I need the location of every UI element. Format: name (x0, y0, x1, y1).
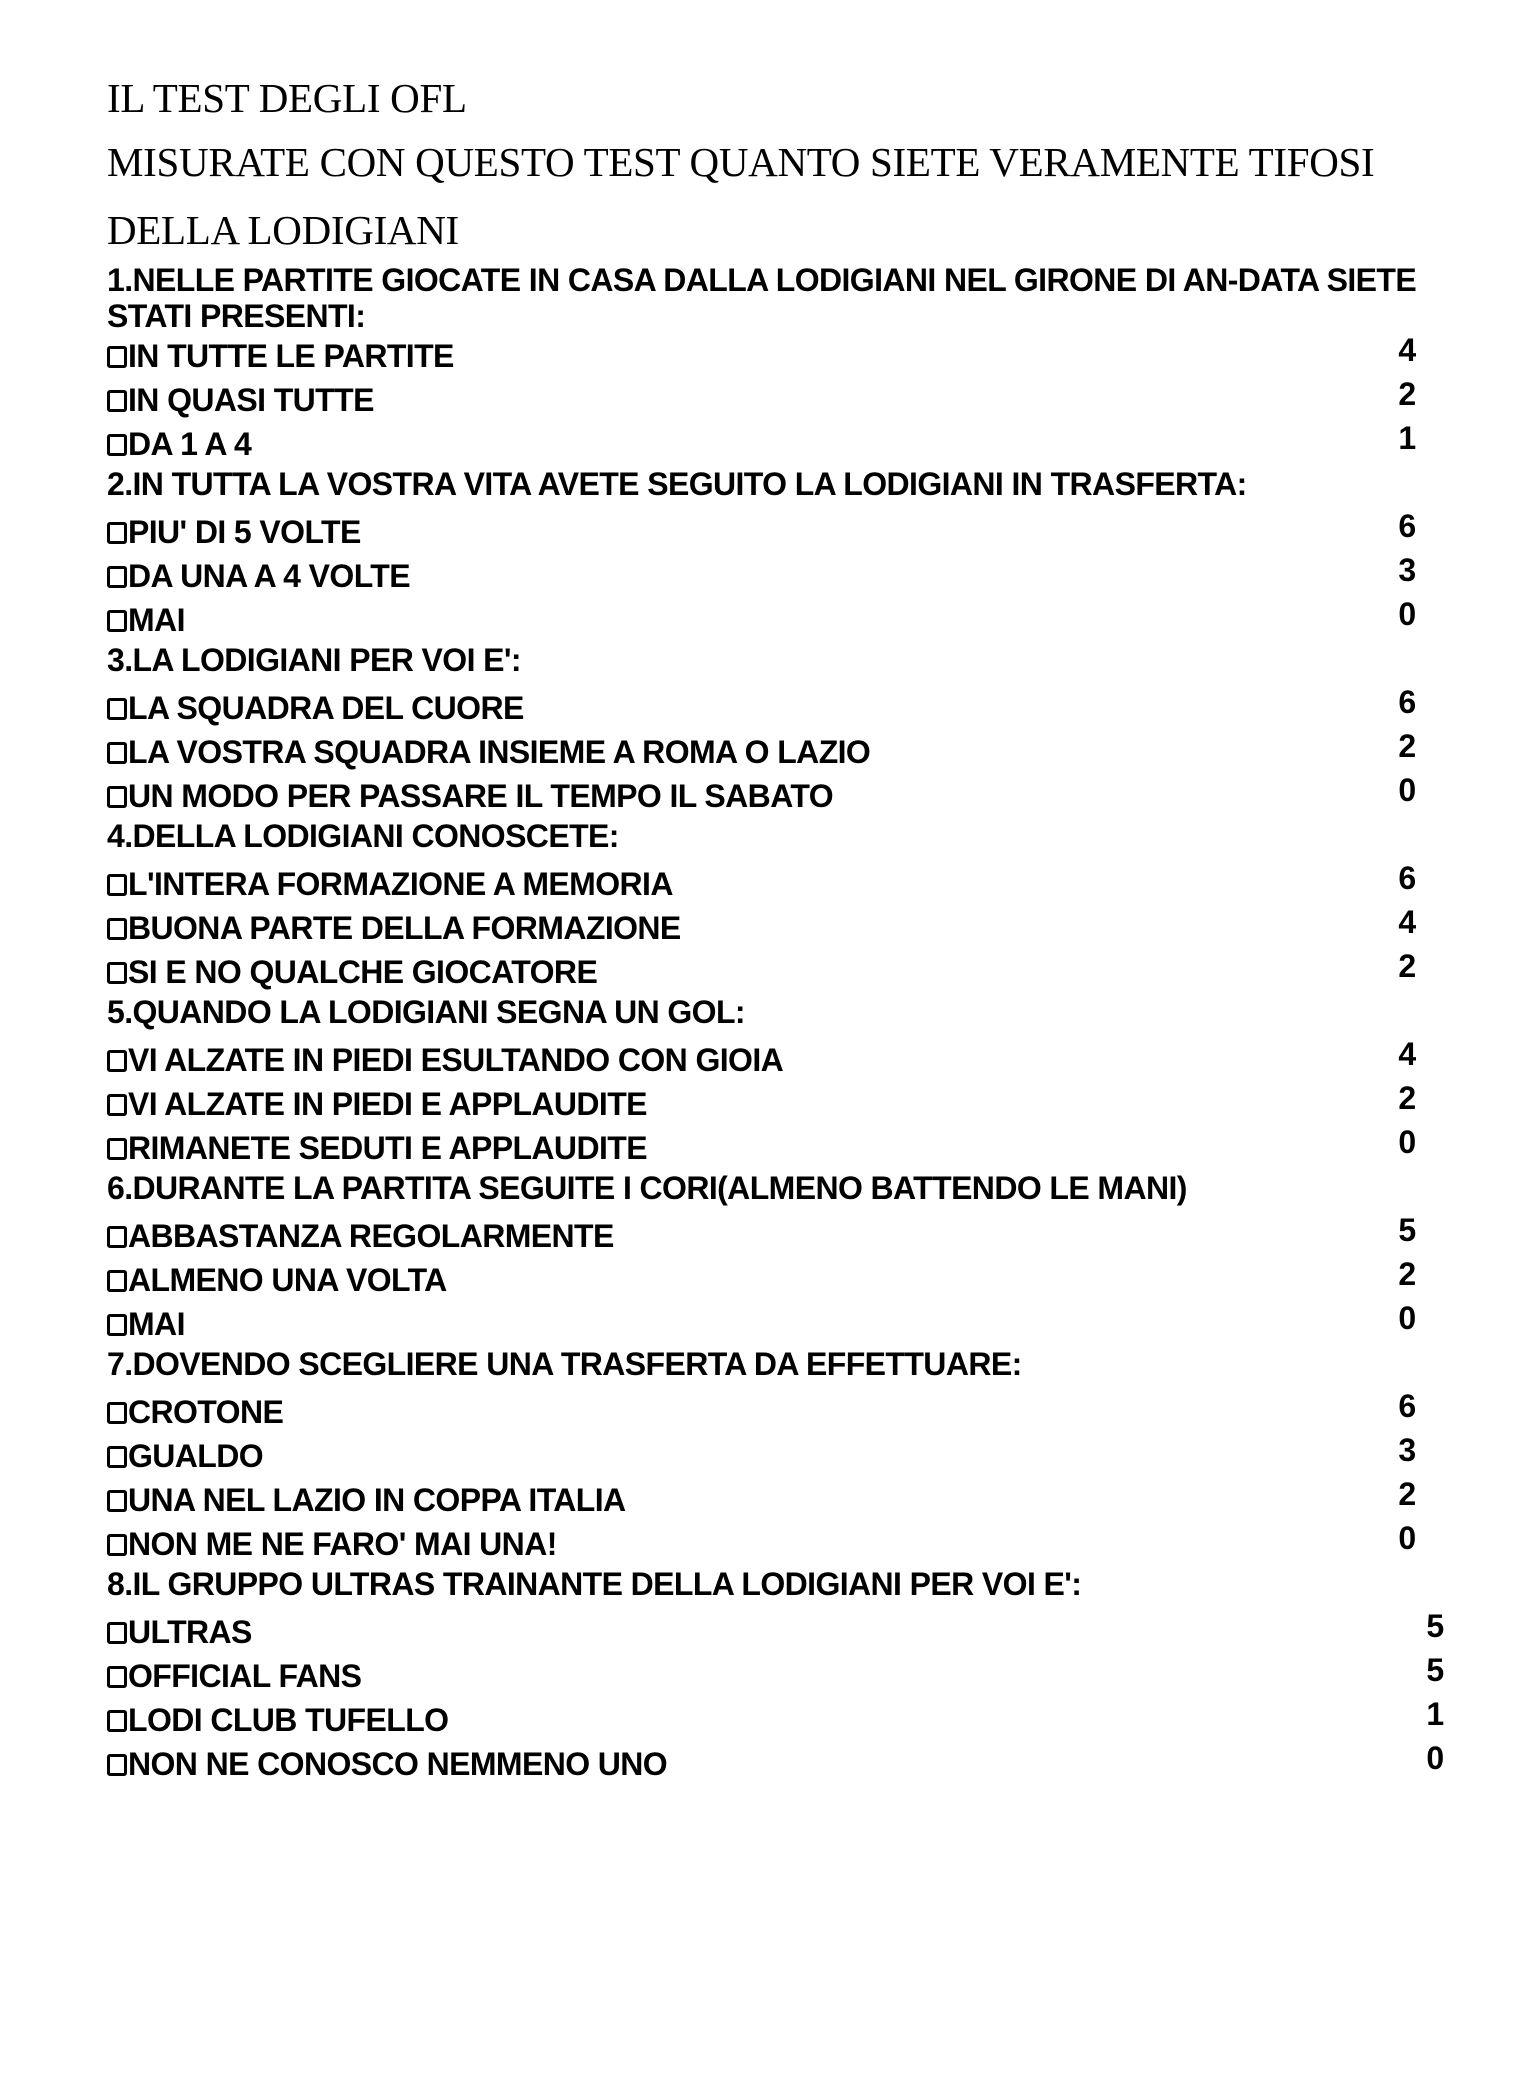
option-5a[interactable] (107, 1038, 1447, 1082)
subtitle-line-1: MISURATE CON QUESTO TEST QUANTO SIETE VERAMENTE TIFOSI (107, 139, 1375, 185)
checkbox-icon[interactable] (107, 786, 127, 808)
question-2: 2.IN TUTTA LA VOSTRA VITA AVETE SEGUITO LA LODIGIANI IN TRASFERTA: (107, 466, 1247, 502)
option-label: IN QUASI TUTTE (128, 382, 374, 418)
option-score: 0 (1398, 1300, 1416, 1336)
option-score: 2 (1398, 1476, 1416, 1512)
subtitle-line-2: DELLA LODIGIANI (107, 207, 459, 253)
option-score: 4 (1398, 904, 1416, 940)
question-1: 1.NELLE PARTITE GIOCATE IN CASA DALLA LODIGIANI NEL GIRONE DI AN-DATA SIETE STATI PRESENTI: (107, 262, 1417, 334)
checkbox-icon[interactable] (107, 1094, 127, 1116)
checkbox-icon[interactable] (107, 874, 127, 896)
option-label: DA UNA A 4 VOLTE (128, 558, 410, 594)
option-score: 3 (1398, 552, 1416, 588)
option-score: 2 (1398, 948, 1416, 984)
checkbox-icon[interactable] (107, 1666, 127, 1688)
option-score: 3 (1398, 1432, 1416, 1468)
option-score: 1 (1426, 1696, 1444, 1732)
checkbox-icon[interactable] (107, 566, 127, 588)
option-score: 6 (1398, 508, 1416, 544)
option-8b[interactable] (107, 1654, 1447, 1698)
checkbox-icon[interactable] (107, 1270, 127, 1292)
option-label: PIU' DI 5 VOLTE (128, 514, 361, 550)
checkbox-icon[interactable] (107, 1446, 127, 1468)
option-label: SI E NO QUALCHE GIOCATORE (128, 954, 598, 990)
checkbox-icon[interactable] (107, 1402, 127, 1424)
checkbox-icon[interactable] (107, 1314, 127, 1336)
option-1c[interactable] (107, 422, 1447, 466)
option-label: ALMENO UNA VOLTA (128, 1262, 447, 1298)
option-label: NON NE CONOSCO NEMMENO UNO (128, 1746, 668, 1782)
option-score: 6 (1398, 1388, 1416, 1424)
option-score: 6 (1398, 684, 1416, 720)
option-score: 0 (1398, 1124, 1416, 1160)
option-5c[interactable] (107, 1126, 1447, 1170)
checkbox-icon[interactable] (107, 390, 127, 412)
option-3a[interactable] (107, 686, 1447, 730)
option-4c[interactable] (107, 950, 1447, 994)
option-2c[interactable] (107, 598, 1447, 642)
quiz-questions (107, 262, 1447, 1786)
checkbox-icon[interactable] (107, 1050, 127, 1072)
option-score: 5 (1426, 1608, 1444, 1644)
checkbox-icon[interactable] (107, 1754, 127, 1776)
checkbox-icon[interactable] (107, 1490, 127, 1512)
checkbox-icon[interactable] (107, 1710, 127, 1732)
option-label: LA SQUADRA DEL CUORE (128, 690, 524, 726)
option-score: 0 (1398, 596, 1416, 632)
checkbox-icon[interactable] (107, 346, 127, 368)
option-label: IN TUTTE LE PARTITE (128, 338, 454, 374)
option-score: 2 (1398, 728, 1416, 764)
checkbox-icon[interactable] (107, 698, 127, 720)
checkbox-icon[interactable] (107, 610, 127, 632)
option-4b[interactable] (107, 906, 1447, 950)
checkbox-icon[interactable] (107, 742, 127, 764)
checkbox-icon[interactable] (107, 434, 127, 456)
question-5: 5.QUANDO LA LODIGIANI SEGNA UN GOL: (107, 994, 745, 1030)
option-8d[interactable] (107, 1742, 1447, 1786)
option-score: 2 (1398, 376, 1416, 412)
option-score: 0 (1398, 1520, 1416, 1556)
option-7d[interactable] (107, 1522, 1447, 1566)
option-6a[interactable] (107, 1214, 1447, 1258)
option-7a[interactable] (107, 1390, 1447, 1434)
option-2b[interactable] (107, 554, 1447, 598)
option-label: MAI (128, 1306, 185, 1342)
option-score: 4 (1398, 1036, 1416, 1072)
checkbox-icon[interactable] (107, 1534, 127, 1556)
option-score: 2 (1398, 1080, 1416, 1116)
option-score: 4 (1398, 332, 1416, 368)
option-1b[interactable] (107, 378, 1447, 422)
option-label: VI ALZATE IN PIEDI ESULTANDO CON GIOIA (128, 1042, 784, 1078)
option-6c[interactable] (107, 1302, 1447, 1346)
option-label: UNA NEL LAZIO IN COPPA ITALIA (128, 1482, 626, 1518)
option-7c[interactable] (107, 1478, 1447, 1522)
option-3b[interactable] (107, 730, 1447, 774)
checkbox-icon[interactable] (107, 1226, 127, 1248)
option-label: NON ME NE FARO' MAI UNA! (128, 1526, 557, 1562)
checkbox-icon[interactable] (107, 522, 127, 544)
option-label: ABBASTANZA REGOLARMENTE (128, 1218, 614, 1254)
option-7b[interactable] (107, 1434, 1447, 1478)
option-label: OFFICIAL FANS (128, 1658, 362, 1694)
option-label: LA VOSTRA SQUADRA INSIEME A ROMA O LAZIO (128, 734, 871, 770)
option-score: 2 (1398, 1256, 1416, 1292)
option-label: DA 1 A 4 (128, 426, 252, 462)
question-3: 3.LA LODIGIANI PER VOI E': (107, 642, 521, 678)
page-title: IL TEST DEGLI OFL (107, 75, 467, 121)
checkbox-icon[interactable] (107, 918, 127, 940)
option-label: VI ALZATE IN PIEDI E APPLAUDITE (128, 1086, 647, 1122)
option-4a[interactable] (107, 862, 1447, 906)
option-8a[interactable] (107, 1610, 1447, 1654)
option-1a[interactable] (107, 334, 1447, 378)
option-label: RIMANETE SEDUTI E APPLAUDITE (128, 1130, 647, 1166)
option-score: 0 (1426, 1740, 1444, 1776)
option-label: ULTRAS (128, 1614, 252, 1650)
checkbox-icon[interactable] (107, 1138, 127, 1160)
question-4: 4.DELLA LODIGIANI CONOSCETE: (107, 818, 619, 854)
option-score: 5 (1398, 1212, 1416, 1248)
option-score: 0 (1398, 772, 1416, 808)
question-8: 8.IL GRUPPO ULTRAS TRAINANTE DELLA LODIGIANI PER VOI E': (107, 1566, 1082, 1602)
option-label: MAI (128, 602, 185, 638)
option-label: CROTONE (128, 1394, 284, 1430)
question-6: 6.DURANTE LA PARTITA SEGUITE I CORI(ALMENO BATTENDO LE MANI) (107, 1170, 1187, 1206)
question-7: 7.DOVENDO SCEGLIERE UNA TRASFERTA DA EFFETTUARE: (107, 1346, 1022, 1382)
option-label: GUALDO (128, 1438, 264, 1474)
checkbox-icon[interactable] (107, 962, 127, 984)
option-5b[interactable] (107, 1082, 1447, 1126)
option-label: BUONA PARTE DELLA FORMAZIONE (128, 910, 681, 946)
option-score: 5 (1426, 1652, 1444, 1688)
option-score: 6 (1398, 860, 1416, 896)
checkbox-icon[interactable] (107, 1622, 127, 1644)
option-label: LODI CLUB TUFELLO (128, 1702, 449, 1738)
option-2a[interactable] (107, 510, 1447, 554)
option-score: 1 (1398, 420, 1416, 456)
option-label: UN MODO PER PASSARE IL TEMPO IL SABATO (128, 778, 833, 814)
option-3c[interactable] (107, 774, 1447, 818)
option-label: L'INTERA FORMAZIONE A MEMORIA (128, 866, 673, 902)
option-6b[interactable] (107, 1258, 1447, 1302)
option-8c[interactable] (107, 1698, 1447, 1742)
